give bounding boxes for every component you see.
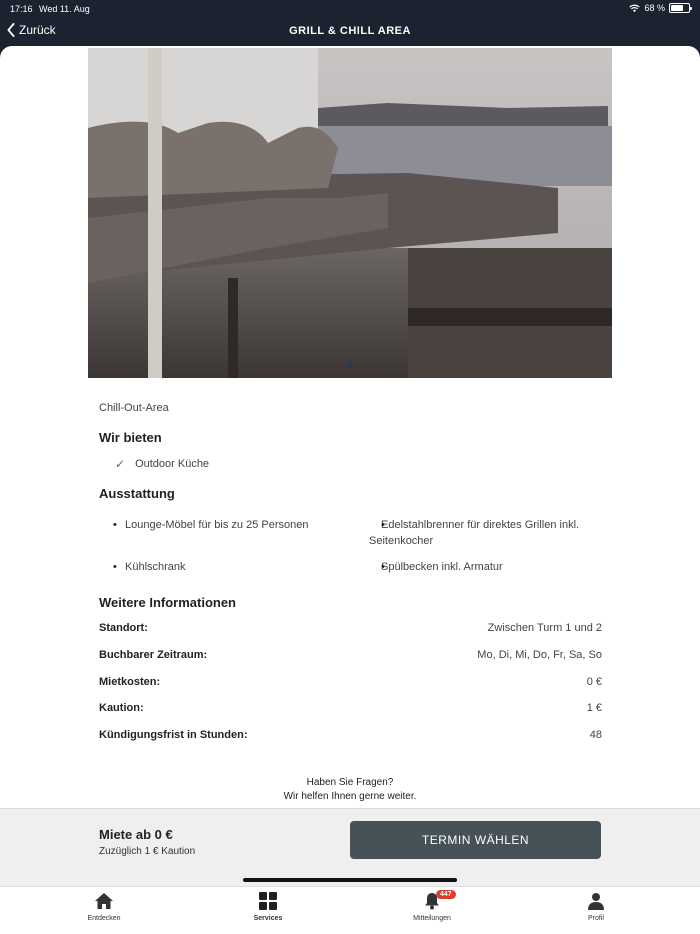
info-row [99, 622, 602, 634]
battery-icon [669, 3, 690, 13]
info-row [99, 729, 602, 741]
hero-image[interactable] [88, 48, 612, 378]
tab-services[interactable] [218, 889, 318, 922]
tab-mitteilungen[interactable] [382, 889, 482, 922]
equipment-item: • Edelstahlbrenner für direktes Grillen inkl. Seitenkocher [369, 517, 609, 549]
tab-label: Profil [588, 915, 604, 922]
offer-item-label: Outdoor Küche [135, 458, 210, 470]
home-icon [94, 892, 114, 910]
status-time: 17:16 [10, 4, 33, 14]
equipment-item: • Lounge-Möbel für bis zu 25 Personen [125, 517, 345, 533]
carousel-indicator[interactable] [347, 362, 353, 368]
home-indicator[interactable] [243, 878, 457, 882]
tab-profil[interactable] [546, 889, 646, 922]
info-row [99, 676, 602, 688]
info-label: Kündigungsfrist in Stunden: [99, 729, 248, 741]
main-sheet [0, 46, 700, 934]
price-label: Miete ab 0 € [99, 827, 173, 842]
help-offer: Wir helfen Ihnen gerne weiter. [283, 791, 417, 802]
info-value: 48 [589, 729, 602, 741]
offer-item [115, 457, 209, 471]
tab-label: Mitteilungen [413, 915, 451, 922]
info-label: Standort: [99, 622, 148, 634]
tab-label: Entdecken [87, 915, 121, 922]
tab-entdecken[interactable] [54, 889, 154, 922]
status-bar [0, 0, 700, 18]
info-value: Zwischen Turm 1 und 2 [487, 622, 602, 634]
help-text[interactable] [0, 776, 700, 804]
info-row [99, 649, 602, 661]
info-value: Mo, Di, Mi, Do, Fr, Sa, So [477, 649, 602, 661]
notification-badge: 447 [436, 890, 456, 899]
info-label: Buchbarer Zeitraum: [99, 649, 208, 661]
status-date: Wed 11. Aug [39, 4, 90, 14]
back-label: Zurück [19, 23, 56, 37]
section-heading-ausstattung: Ausstattung [99, 486, 175, 501]
page-title: GRILL & CHILL AREA [289, 25, 411, 37]
grid-icon [259, 892, 277, 910]
tab-bar [0, 886, 700, 934]
section-heading-weitere-informationen: Weitere Informationen [99, 595, 237, 610]
checkmark-icon: ✓ [115, 457, 126, 471]
choose-appointment-button[interactable]: TERMIN WÄHLEN [350, 821, 601, 859]
info-label: Kaution: [99, 702, 144, 714]
booking-bar [0, 808, 700, 886]
tab-label: Services [253, 915, 283, 922]
hero-illustration [88, 48, 612, 378]
details-section [99, 402, 602, 741]
info-label: Mietkosten: [99, 676, 161, 688]
info-row [99, 702, 602, 714]
section-heading-wir-bieten: Wir bieten [99, 430, 162, 445]
facility-subtitle: Chill-Out-Area [99, 402, 169, 414]
info-value: 1 € [586, 702, 602, 714]
equipment-item: • Spülbecken inkl. Armatur [369, 559, 503, 575]
deposit-label: Zuzüglich 1 € Kaution [99, 846, 196, 857]
battery-percent: 68 % [644, 3, 665, 13]
status-right [629, 3, 690, 13]
equipment-item: • Kühlschrank [125, 559, 186, 575]
info-value: 0 € [586, 676, 602, 688]
nav-bar [0, 18, 700, 48]
help-question: Haben Sie Fragen? [306, 777, 394, 788]
wifi-icon [629, 4, 640, 13]
person-icon [588, 892, 604, 910]
